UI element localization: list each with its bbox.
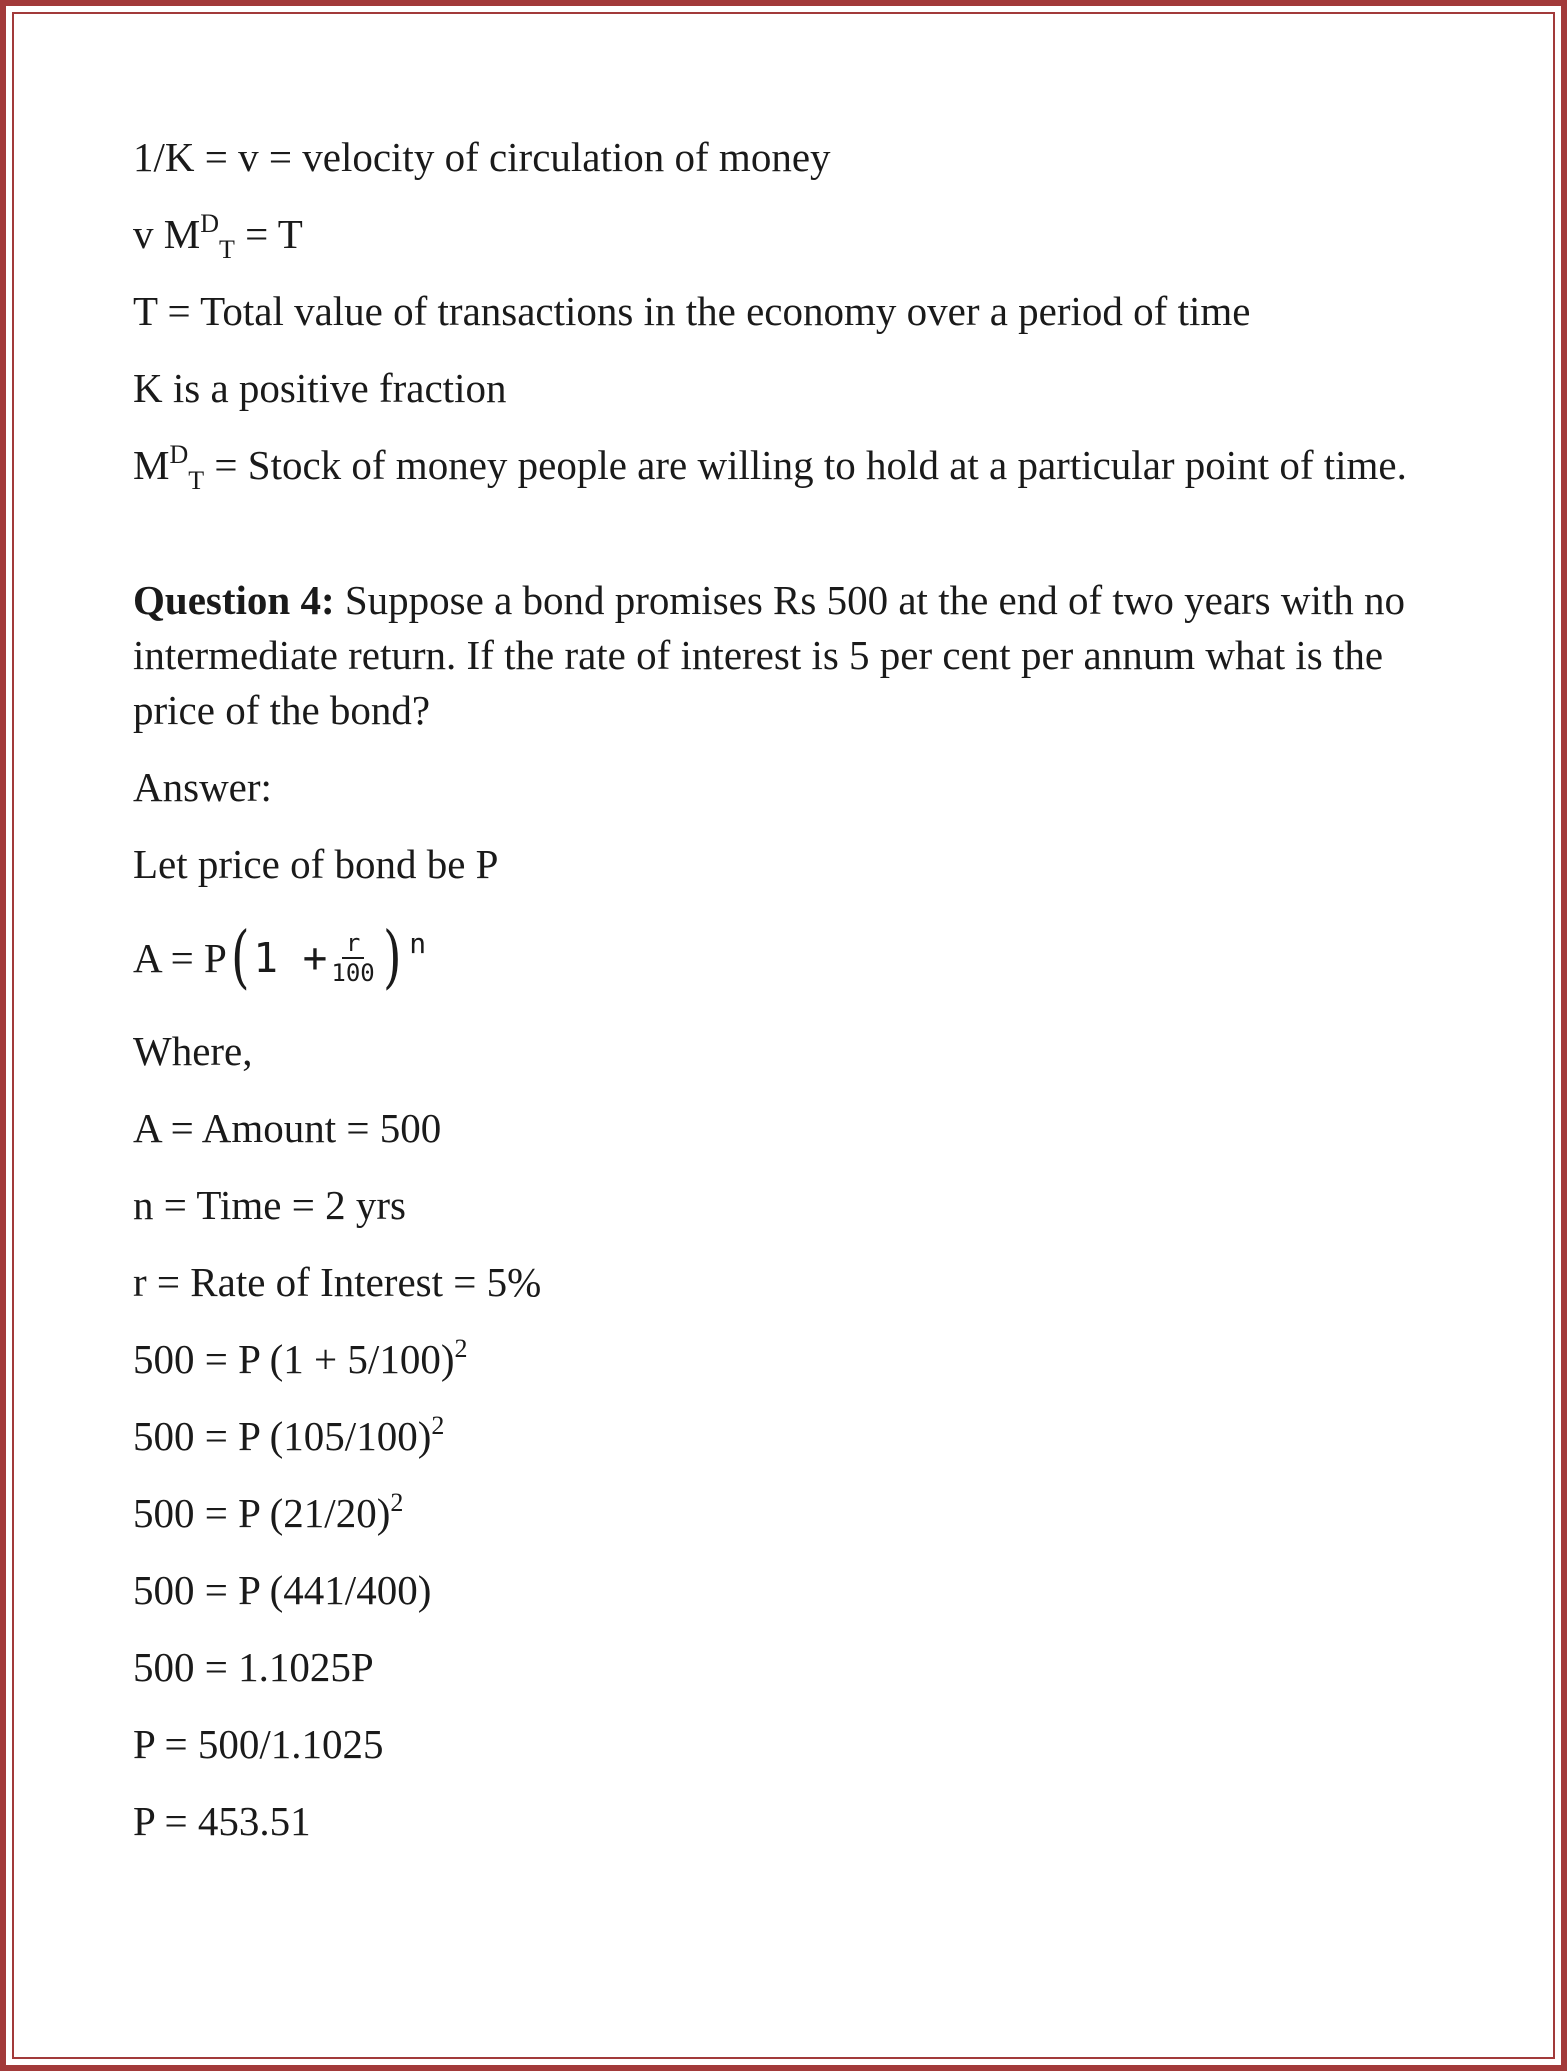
compound-interest-formula [133,914,1443,1002]
step-4 [133,1563,1443,1618]
answer-label: Answer: [133,764,272,810]
mdt-rest: = Stock of money people are willing to hold at a particular point of time. [204,442,1407,488]
step-6-text: P = 500/1.1025 [133,1721,384,1767]
equation-v-mdt [133,207,1443,262]
step-5-text: 500 = 1.1025P [133,1644,374,1690]
formula-fraction [329,929,376,987]
formula-one-plus: 1 + [253,933,328,982]
var-amount: A = Amount = 500 [133,1105,442,1151]
var-time: n = Time = 2 yrs [133,1182,406,1228]
step-1 [133,1332,1443,1387]
mdt-definition [133,438,1443,493]
question-4 [133,573,1443,738]
mdt-sup: D [169,440,189,469]
mdt-base: M [133,442,170,488]
formula-close-paren: ) [382,918,402,997]
equation-v-mdt-sub: T [219,235,235,264]
step-1-text: 500 = P (1 + 5/100) [133,1336,455,1382]
var-rate: r = Rate of Interest = 5% [133,1259,542,1305]
step-3-sup: 2 [390,1488,404,1517]
mdt-sub: T [188,466,205,495]
step-6 [133,1717,1443,1772]
formula-exponent: n [409,927,427,960]
velocity-definition: 1/K = v = velocity of circulation of money [133,134,831,180]
formula-lhs: A = P [133,934,227,981]
step-3-text: 500 = P (21/20) [133,1490,391,1536]
k-definition: K is a positive fraction [133,365,507,411]
step-4-text: 500 = P (441/400) [133,1567,432,1613]
step-1-sup: 2 [454,1334,468,1363]
step-5 [133,1640,1443,1695]
document-body [133,130,1443,1871]
step-2-sup: 2 [431,1411,445,1440]
step-7-result [133,1794,1443,1849]
equation-v-mdt-rest: = T [234,211,303,257]
question-text: Suppose a bond promises Rs 500 at the end of two years with no intermediate return. If the rate of interest is 5 per cent per annum what is the price of the bond? [133,577,1406,733]
where-label: Where, [133,1028,253,1074]
formula-denominator: 100 [331,959,375,987]
answer-intro: Let price of bond be P [133,841,499,887]
step-2-text: 500 = P (105/100) [133,1413,432,1459]
question-label: Question 4: [133,577,335,623]
step-7-text: P = 453.51 [133,1798,311,1844]
equation-v-mdt-sup: D [200,209,219,238]
formula-open-paren: ( [230,918,250,997]
step-2 [133,1409,1443,1464]
formula-numerator: r [342,929,364,959]
equation-v-mdt-base: v M [133,211,201,257]
t-definition: T = Total value of transactions in the economy over a period of time [133,288,1251,334]
step-3 [133,1486,1443,1541]
